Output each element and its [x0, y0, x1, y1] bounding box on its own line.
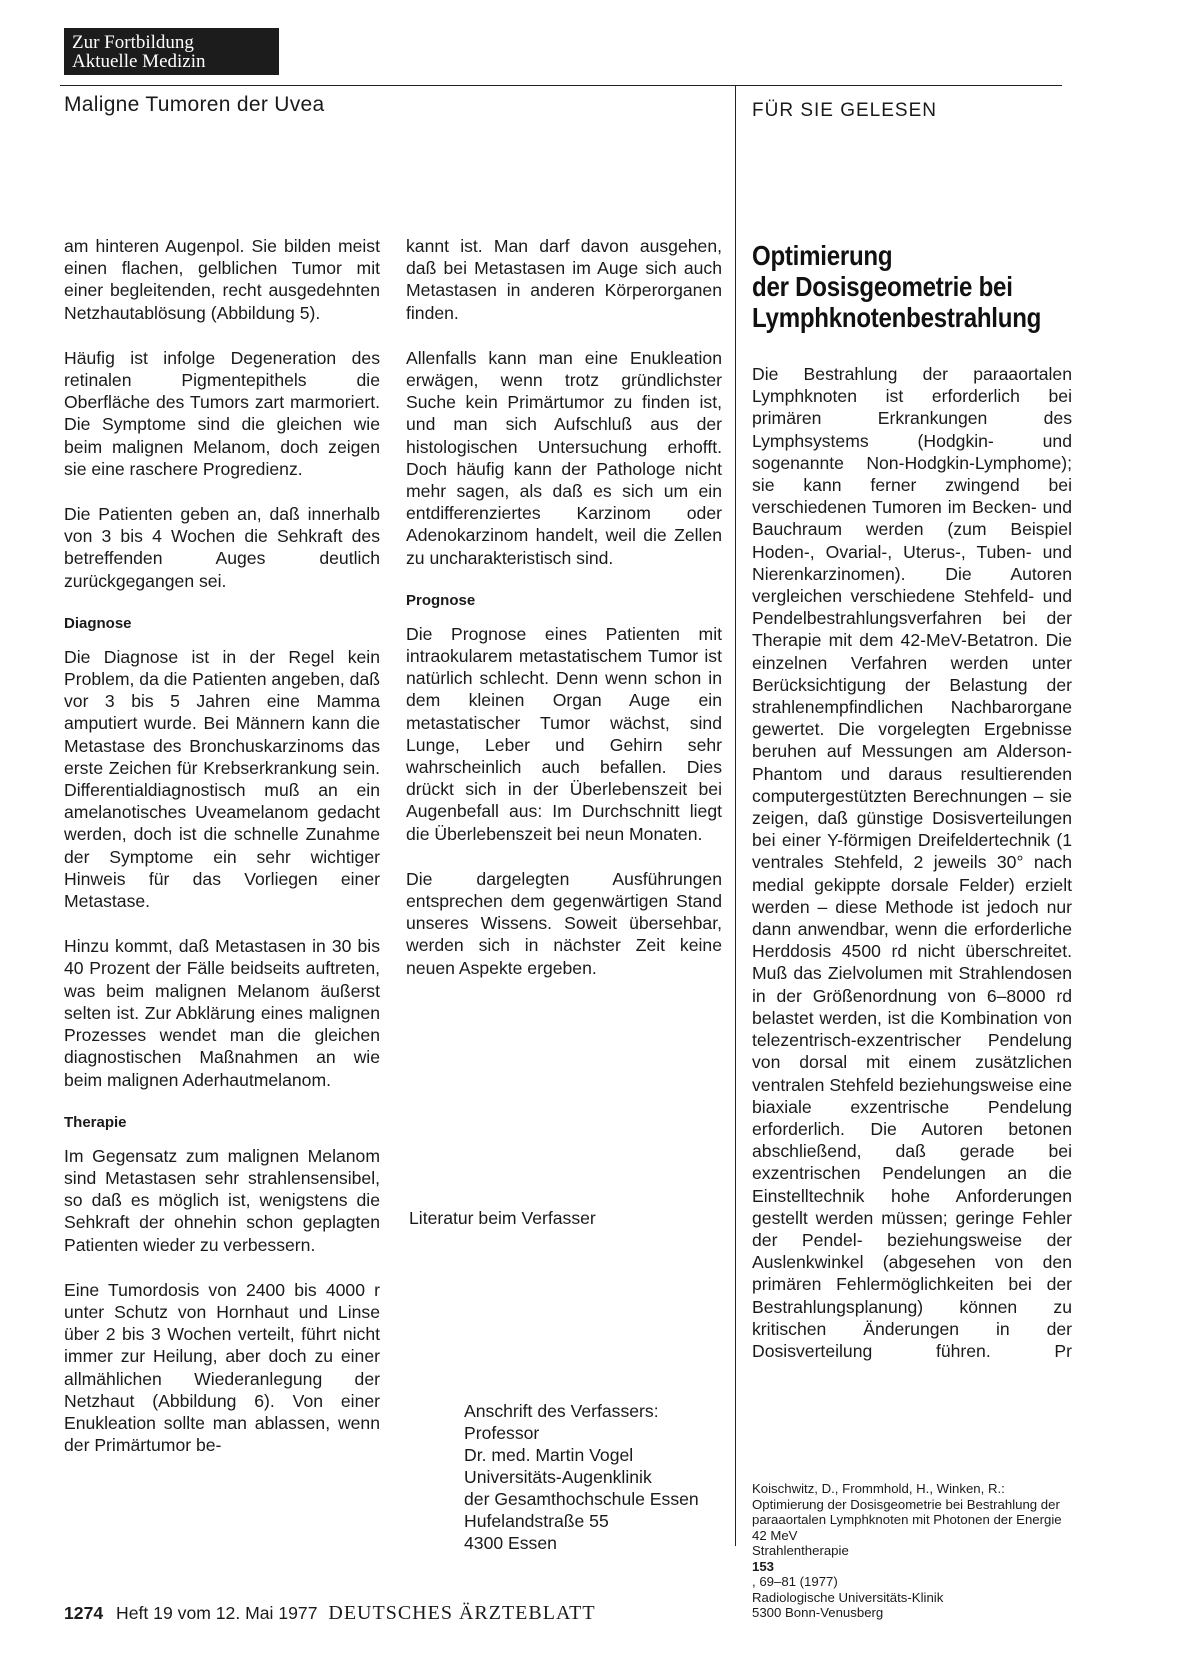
- paragraph: Allenfalls kann man eine Enukleation erwägen, wenn trotz gründlichster Suche kein Primärtumor zu finden ist, und man sich Aufschluß aus der histologischen Untersuchung erhofft. Doch häufig kann der Pathologe nicht mehr sagen, als daß es sich um ein entdifferenziertes Karzinom oder Adenokarzinom handelt, weil die Zellen zu uncharakteristisch sind.: [406, 347, 722, 568]
- paragraph: Im Gegensatz zum malignen Melanom sind Metastasen sehr strahlensensibel, so daß es möglich ist, wenigstens die Sehkraft der ohnehin schon geplagten Patienten wieder zu verbessern.: [64, 1145, 380, 1255]
- sidebar-text: Die Bestrahlung der paraaortalen Lymphknoten ist erforderlich bei primären Erkrankungen des Lymphsystems (Hodgkin- und sogenannte Non-Hodgkin-Lymphome); sie kann ferner zwingend bei verschiedenen Tumoren im Becken- und Bauchraum werden (zum Beispiel Hoden-, Ovarial-, Uterus-, Tuben- und Nierenkarzinomen). Die Autoren vergleichen verschiedene Stehfeld- und Pendelbestrahlungsverfahren bei der Therapie mit dem 42-MeV-Betatron. Die einzelnen Verfahren werden unter Berücksichtigung der Belastung der strahlenempfindlichen Nachbarorgane gewertet. Die vorgelegten Ergebnisse beruhen auf Messungen am Alderson-Phantom und daraus resultierenden computergestützten Berechnungen – sie zeigen, daß günstige Dosisverteilungen bei einer Y-förmigen Dreifeldertechnik (1 ventrales Stehfeld, 2 jeweils 30° nach medial gekippte dorsale Felder) erzielt werden – diese Methode ist jedoch nur dann anwendbar, wenn die erforderliche Herddosis 4500 rd nicht überschreitet. Muß das Zielvolumen mit Strahlendosen in der Größenordnung von 6–8000 rd belastet werden, ist die Kombination von telezentrisch-exzentrischer Pendelung von dorsal mit einem zusätzlichen ventralen Stehfeld beziehungsweise eine biaxiale exzentrische Pendelung erforderlich. Die Autoren betonen abschließend, daß gerade bei exzentrischen Pendelungen an die Einstelltechnik hohe Anforderungen gestellt werden müssen; geringe Fehler der Pendel- beziehungsweise der Auslenkwinkel (abgesehen von den primären Fehlermöglichkeiten bei der Bestrahlungsplanung) können zu kritischen Änderungen in der Dosisverteilung führen.: [752, 364, 1072, 1361]
- paragraph: Die Patienten geben an, daß innerhalb von 3 bis 4 Wochen die Sehkraft des betreffenden Auges deutlich zurückgegangen sei.: [64, 504, 380, 591]
- reference-authors: Koischwitz, D., Frommhold, H., Winken, R.:: [752, 1481, 1005, 1496]
- section-heading-therapie: Therapie: [64, 1113, 127, 1131]
- reference-city: 5300 Bonn-Venusberg: [752, 1605, 884, 1620]
- headline-line: der Dosisgeometrie bei: [752, 271, 1013, 302]
- reference: [752, 1481, 1072, 1621]
- reference-volume: 153: [752, 1558, 775, 1574]
- headline-line: Lymphknotenbestrahlung: [752, 302, 1042, 333]
- address-line: der Gesamthochschule Essen: [464, 1489, 699, 1509]
- sidebar-label: FÜR SIE GELESEN: [752, 100, 937, 121]
- address-line: Professor: [464, 1423, 540, 1443]
- page-footer: [64, 1602, 596, 1625]
- paragraph: Hinzu kommt, daß Metastasen in 30 bis 40 Prozent der Fälle beidseits auftreten, was beim malignen Melanom äußerst selten ist. Zur Abklärung eines malignen Prozesses wendet man die gleichen diagnostischen Maßnahmen an wie beim malignen Aderhautmelanom.: [64, 936, 380, 1090]
- author-address: [464, 1400, 699, 1554]
- paragraph: am hinteren Augenpol. Sie bilden meist einen flachen, gelblichen Tumor mit einer begleitenden, recht ausgedehnten Netzhautablösung (Abbildung 5).: [64, 236, 380, 323]
- paragraph: kannt ist. Man darf davon ausgehen, daß bei Metastasen im Auge sich auch Metastasen in anderen Körperorganen finden.: [406, 236, 722, 323]
- badge-line-2: Aktuelle Medizin: [72, 51, 206, 72]
- paragraph: Die dargelegten Ausführungen entsprechen dem gegenwärtigen Stand unseres Wissens. Soweit übersehbar, werden sich in nächster Zeit keine neuen Aspekte ergeben.: [406, 868, 722, 978]
- reference-institution: Radiologische Universitäts-Klinik: [752, 1589, 944, 1605]
- article-title: Maligne Tumoren der Uvea: [64, 93, 325, 116]
- sidebar-body: [752, 363, 1072, 1385]
- paragraph: Die Prognose eines Patienten mit intraokularem metastatischem Tumor ist natürlich schlecht. Denn wenn schon in dem kleinen Organ Auge ein metastatischer Tumor wächst, sind Lunge, Leber und Gehirn sehr wahrscheinlich auch befallen. Dies drückt sich in der Überlebenszeit bei Augenbefall aus: Im Durchschnitt liegt die Überlebenszeit bei neun Monaten.: [406, 623, 722, 844]
- reference-title: Optimierung der Dosisgeometrie bei Bestrahlung der paraaortalen Lymphknoten mit Photonen der Energie 42 MeV: [752, 1496, 1062, 1543]
- literature-note: Literatur beim Verfasser: [409, 1208, 596, 1228]
- address-line: 4300 Essen: [464, 1533, 557, 1553]
- paragraph: Die Diagnose ist in der Regel kein Problem, da die Patienten angeben, daß vor 3 bis 5 Jahren eine Mamma amputiert wurde. Bei Männern kann die Metastase des Bronchuskarzinoms das erste Zeichen für Krebserkrankung sein. Differentialdiagnostisch muß an ein amelanotisches Uveamelanom gedacht werden, doch ist die schnelle Zunahme der Symptome ein sehr wichtiger Hinweis für das Vorliegen einer Metastase.: [64, 646, 380, 912]
- issue-info: Heft 19 vom 12. Mai 1977: [116, 1603, 318, 1623]
- author-initials: Pr: [1054, 1340, 1072, 1361]
- text-column-2: [406, 235, 722, 1002]
- sidebar-divider: [735, 86, 736, 1546]
- sidebar-headline: [752, 240, 1042, 333]
- paragraph: Häufig ist infolge Degeneration des retinalen Pigmentepithels die Oberfläche des Tumors zart marmoriert. Die Symptome sind die gleichen wie beim malignen Melanom, doch zeigen sie eine raschere Progredienz.: [64, 347, 380, 479]
- paragraph: Eine Tumordosis von 2400 bis 4000 r unter Schutz von Hornhaut und Linse über 2 bis 3 Wochen verteilt, führt nicht immer zur Heilung, aber doch zu einer allmählichen Wiederanlegung der Netzhaut (Abbildung 6). Von einer Enukleation sollte man ablassen, wenn der Primärtumor be-: [64, 1279, 380, 1456]
- badge-line-1: Zur Fortbildung: [72, 32, 194, 53]
- header-rule: [60, 85, 1062, 86]
- headline-line: Optimierung: [752, 240, 893, 271]
- address-line: Universitäts-Augenklinik: [464, 1467, 652, 1487]
- section-heading-diagnose: Diagnose: [64, 614, 132, 632]
- page-number: 1274: [64, 1603, 104, 1623]
- section-heading-prognose: Prognose: [406, 591, 476, 609]
- address-line: Dr. med. Martin Vogel: [464, 1445, 634, 1465]
- address-line: Anschrift des Verfassers:: [464, 1401, 659, 1421]
- journal-name: DEUTSCHES ÄRZTEBLATT: [328, 1602, 596, 1624]
- reference-journal: Strahlentherapie 153 , 69–81 (1977): [752, 1543, 849, 1589]
- sidebar-paragraph: [752, 363, 1072, 1362]
- address-line: Hufelandstraße 55: [464, 1511, 609, 1531]
- text-column-1: [64, 235, 380, 1479]
- section-badge: [64, 28, 279, 75]
